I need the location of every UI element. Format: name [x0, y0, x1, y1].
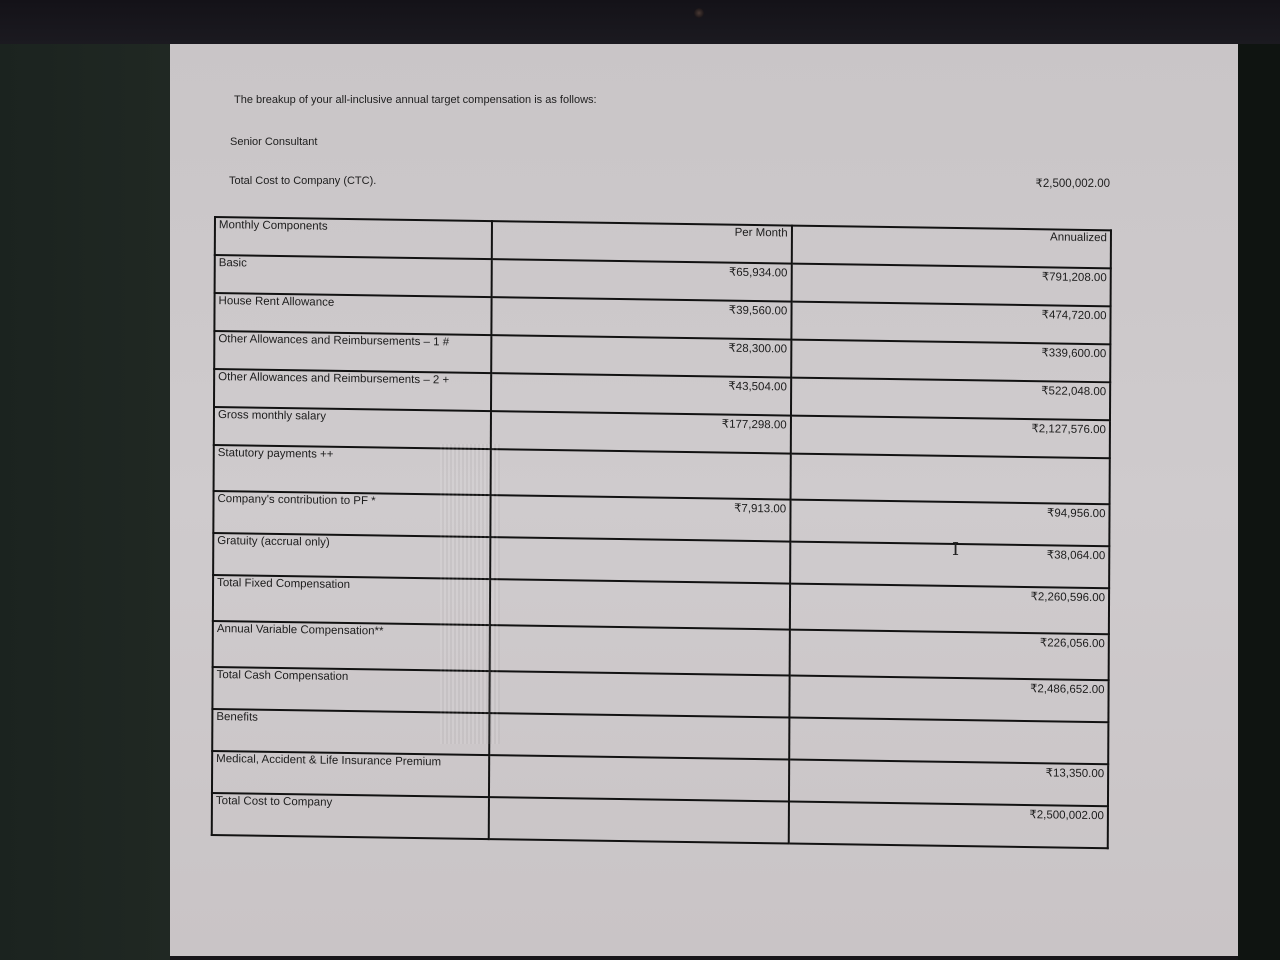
row-per-month [489, 755, 789, 801]
row-annualized: ₹226,056.00 [789, 630, 1109, 681]
row-annualized: ₹522,048.00 [791, 378, 1110, 421]
row-annualized: ₹94,956.00 [790, 500, 1109, 547]
row-per-month: ₹65,934.00 [492, 259, 791, 301]
row-label: House Rent Allowance [214, 293, 492, 335]
row-annualized: ₹474,720.00 [791, 302, 1110, 345]
ctc-value: ₹2,500,002.00 [1035, 178, 1110, 190]
header-monthly-components: Monthly Components [215, 217, 493, 259]
row-per-month [491, 449, 791, 499]
row-label: Statutory payments ++ [214, 445, 492, 495]
row-label: Other Allowances and Reimbursements – 1 # [214, 331, 492, 373]
row-annualized: ₹38,064.00 [790, 542, 1109, 589]
document-page [170, 44, 1238, 956]
monitor-bezel-top [0, 0, 1280, 44]
row-annualized [789, 718, 1108, 765]
header-per-month: Per Month [492, 221, 791, 263]
row-per-month [490, 713, 790, 759]
row-per-month: ₹28,300.00 [492, 335, 791, 377]
row-per-month [489, 797, 789, 843]
text-cursor-icon: I [952, 539, 960, 560]
monitor-bezel-right [1238, 44, 1280, 960]
row-per-month [490, 625, 790, 675]
row-label: Basic [215, 255, 493, 297]
row-annualized: ₹2,500,002.00 [788, 802, 1107, 849]
row-label: Gratuity (accrual only) [213, 533, 491, 579]
row-per-month [490, 671, 790, 717]
header-annualized: Annualized [792, 226, 1111, 269]
row-annualized: ₹2,260,596.00 [790, 584, 1110, 635]
background-left [0, 44, 170, 960]
row-label: Gross monthly salary [214, 407, 492, 449]
row-label: Total Fixed Compensation [213, 575, 491, 625]
intro-text: The breakup of your all-inclusive annual target compensation is as follows: [234, 94, 597, 106]
row-per-month: ₹43,504.00 [491, 373, 790, 415]
row-label: Annual Variable Compensation** [213, 621, 491, 671]
row-annualized: ₹339,600.00 [791, 340, 1110, 383]
row-label: Medical, Accident & Life Insurance Premium [212, 751, 490, 797]
ctc-label: Total Cost to Company (CTC). [229, 175, 377, 187]
row-annualized [790, 454, 1110, 505]
row-per-month: ₹7,913.00 [491, 495, 791, 541]
row-label: Benefits [212, 709, 490, 755]
row-label: Company's contribution to PF * [213, 491, 491, 537]
row-label: Total Cash Compensation [212, 667, 490, 713]
webcam-icon [694, 8, 704, 18]
compensation-table [211, 216, 1112, 849]
row-per-month [491, 537, 791, 583]
row-annualized: ₹2,486,652.00 [789, 676, 1108, 723]
row-per-month: ₹39,560.00 [492, 297, 791, 339]
row-annualized: ₹2,127,576.00 [791, 416, 1110, 459]
row-label: Total Cost to Company [212, 793, 490, 839]
row-label: Other Allowances and Reimbursements – 2 + [214, 369, 492, 411]
row-per-month: ₹177,298.00 [491, 411, 790, 453]
row-per-month [490, 579, 790, 629]
role-title: Senior Consultant [230, 136, 318, 148]
row-annualized: ₹13,350.00 [789, 760, 1108, 807]
row-annualized: ₹791,208.00 [791, 264, 1110, 307]
